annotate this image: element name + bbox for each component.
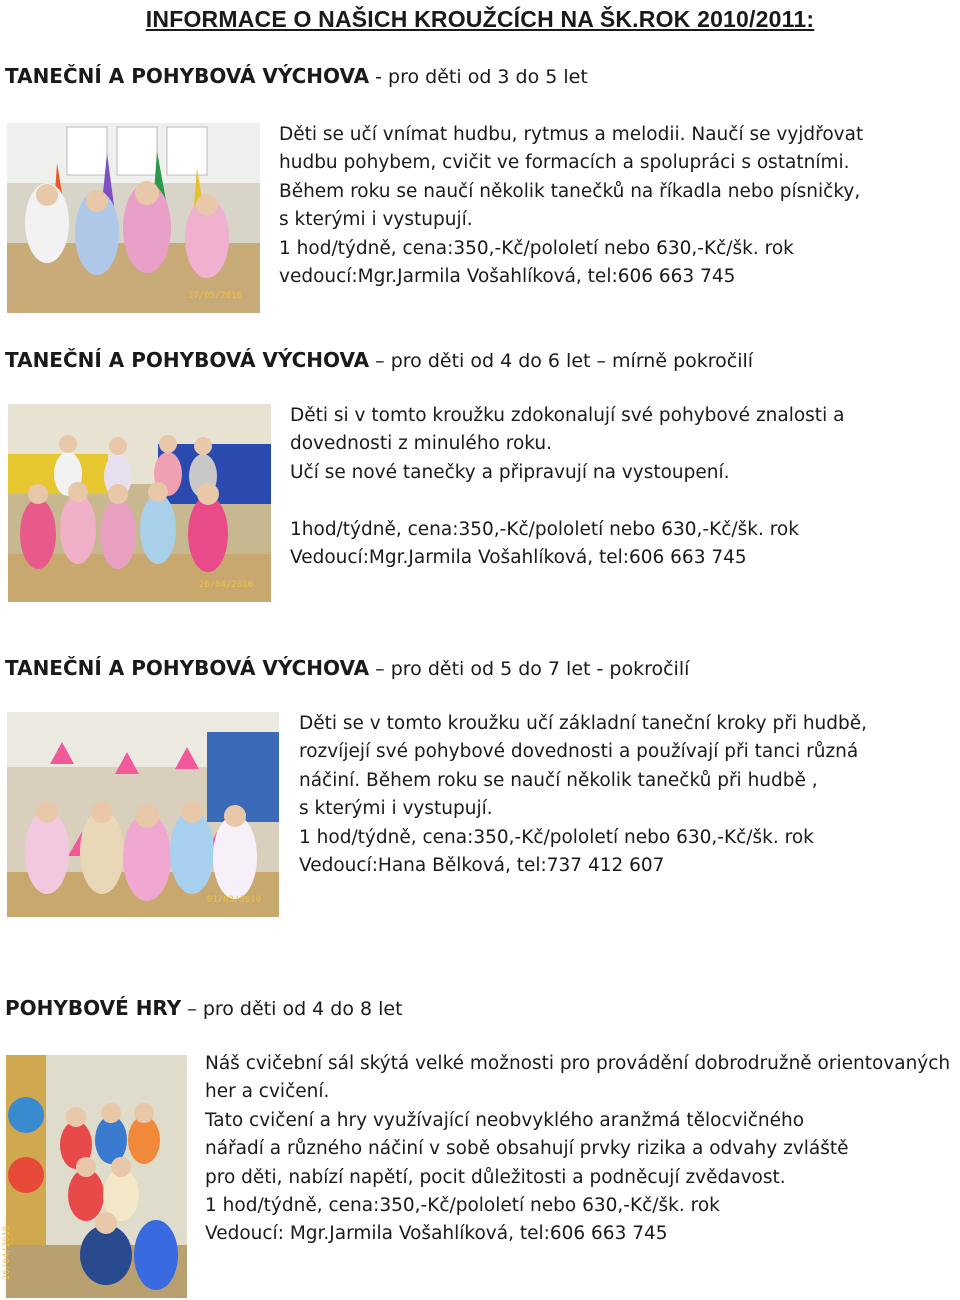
description-line: vedoucí:Mgr.Jarmila Vošahlíková, tel:606 663 745 bbox=[279, 265, 736, 287]
section-description bbox=[205, 1050, 950, 1249]
section-description bbox=[279, 121, 863, 291]
dance-class-photo bbox=[7, 712, 279, 917]
description-line: Vedoucí: Mgr.Jarmila Vošahlíková, tel:606 663 745 bbox=[205, 1223, 668, 1245]
dance-class-photo bbox=[8, 404, 271, 602]
section-subtitle: – pro děti od 5 do 7 let - pokročilí bbox=[369, 658, 690, 680]
photo-date-stamp: 17/05/2010 bbox=[187, 291, 242, 301]
description-line: hudbu pohybem, cvičit ve formacích a spolupráci s ostatními. bbox=[279, 152, 850, 174]
section-heading bbox=[5, 64, 588, 88]
section-title: TANEČNÍ A POHYBOVÁ VÝCHOVA bbox=[5, 656, 370, 680]
description-line: s kterými i vystupují. bbox=[299, 798, 493, 820]
games-class-photo bbox=[2, 1055, 187, 1298]
section-heading bbox=[5, 348, 753, 372]
description-line: pro děti, nabízí napětí, pocit důležitosti a podněcují zvědavost. bbox=[205, 1166, 786, 1188]
description-line: Děti se v tomto kroužku učí základní taneční kroky při hudbě, bbox=[299, 713, 868, 734]
section-heading bbox=[5, 656, 689, 680]
description-line: Vedoucí:Mgr.Jarmila Vošahlíková, tel:606 663 745 bbox=[290, 546, 747, 568]
blank-line bbox=[290, 487, 844, 515]
photo-date-stamp: 26/04/2010 bbox=[198, 580, 253, 590]
description-line: her a cvičení. bbox=[205, 1081, 330, 1103]
description-line: 1hod/týdně, cena:350,-Kč/pololetí nebo 630,-Kč/šk. rok bbox=[290, 518, 799, 540]
description-line: s kterými i vystupují. bbox=[279, 209, 473, 231]
section-title: POHYBOVÉ HRY bbox=[5, 996, 182, 1020]
section-description bbox=[299, 710, 867, 880]
description-line: Během roku se naučí několik tanečků na říkadla nebo písničky, bbox=[279, 180, 861, 202]
photo-date-stamp: 01/03/2010 bbox=[206, 895, 261, 905]
section-subtitle: - pro děti od 3 do 5 let bbox=[369, 66, 588, 88]
section-subtitle: – pro děti od 4 do 6 let – mírně pokročilí bbox=[369, 350, 754, 372]
description-line: Tato cvičení a hry využívající neobvyklého aranžmá tělocvičného bbox=[205, 1109, 805, 1131]
description-line: nářadí a různého náčiní v sobě obsahují prvky rizika a odvahy zvláště bbox=[205, 1138, 849, 1160]
section-title: TANEČNÍ A POHYBOVÁ VÝCHOVA bbox=[5, 64, 370, 88]
description-line: rozvíjejí své pohybové dovednosti a používají při tanci různá bbox=[299, 741, 859, 763]
description-line: dovednosti z minulého roku. bbox=[290, 433, 553, 455]
dance-class-photo bbox=[7, 123, 260, 313]
section-heading bbox=[5, 996, 403, 1020]
section-subtitle: – pro děti od 4 do 8 let bbox=[181, 998, 403, 1020]
page-title: INFORMACE O NAŠICH KROUŽCÍCH NA ŠK.ROK 2010/2011: bbox=[145, 6, 815, 32]
description-line: 1 hod/týdně, cena:350,-Kč/pololetí nebo 630,-Kč/šk. rok bbox=[205, 1194, 720, 1216]
description-line: 1 hod/týdně, cena:350,-Kč/pololetí nebo 630,-Kč/šk. rok bbox=[299, 826, 814, 848]
section-description bbox=[290, 402, 844, 572]
description-line: Děti se učí vnímat hudbu, rytmus a melodii. Naučí se vyjdřovat bbox=[279, 124, 864, 145]
description-line: Vedoucí:Hana Bělková, tel:737 412 607 bbox=[299, 854, 665, 876]
description-line: Učí se nové tanečky a připravují na vystoupení. bbox=[290, 461, 730, 483]
description-line: náčiní. Během roku se naučí několik tanečků při hudbě , bbox=[299, 769, 818, 791]
description-line: 1 hod/týdně, cena:350,-Kč/pololetí nebo 630,-Kč/šk. rok bbox=[279, 237, 794, 259]
description-line: Náš cvičební sál skýtá velké možnosti pro provádění dobrodružně orientovaných bbox=[205, 1053, 951, 1074]
photo-date-stamp: 26/04/2010 bbox=[2, 1225, 12, 1280]
description-line: Děti si v tomto kroužku zdokonalují své pohybové znalosti a bbox=[290, 405, 845, 426]
section-title: TANEČNÍ A POHYBOVÁ VÝCHOVA bbox=[5, 348, 370, 372]
